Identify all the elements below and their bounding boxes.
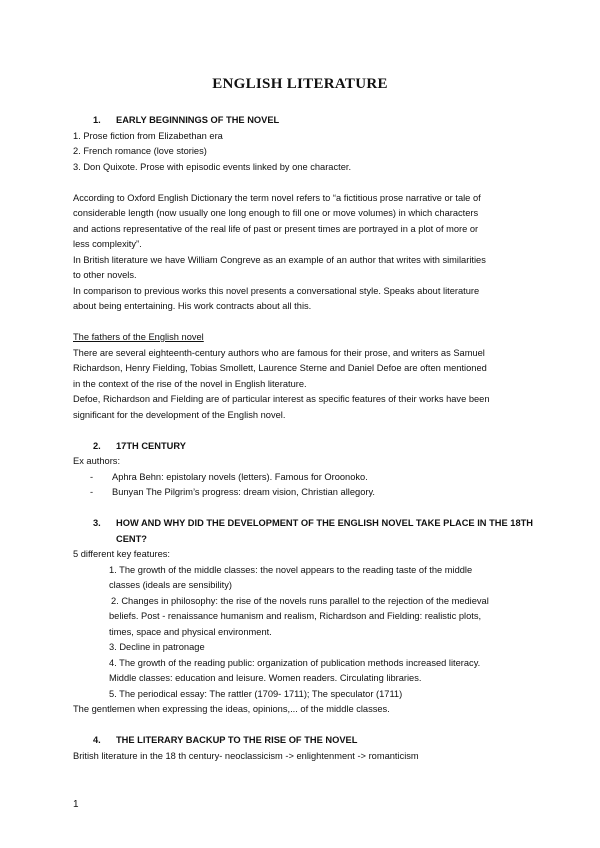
- list-item: beliefs. Post - renaissance humanism and realism, Richardson and Fielding: realistic plots,: [109, 611, 482, 621]
- section-3-heading-cont: CENT?: [116, 533, 147, 544]
- section-3-heading: [73, 516, 543, 532]
- paragraph-line: In British literature we have William Congreve as an example of an author that writes with similarities: [73, 254, 486, 265]
- list-item: 1. Prose fiction from Elizabethan era: [73, 130, 223, 141]
- paragraph-line: less complexity”.: [73, 239, 142, 249]
- paragraph-line: Richardson, Henry Fielding, Tobias Smollett, Laurence Sterne and Daniel Defoe are often mentioned: [73, 363, 487, 373]
- list-item: [73, 485, 543, 501]
- list-item: [73, 470, 543, 486]
- page-title: ENGLISH LITERATURE: [212, 76, 388, 92]
- section-2-intro: Ex authors:: [73, 456, 121, 466]
- list-item: 3. Decline in patronage: [109, 642, 205, 652]
- paragraph-line: The gentlemen when expressing the ideas, opinions,... of the middle classes.: [73, 704, 390, 714]
- paragraph-line: Defoe, Richardson and Fielding are of particular interest as specific features of their works have been: [73, 394, 490, 404]
- paragraph-line: to other novels.: [73, 270, 137, 280]
- paragraph-line: considerable length (now usually one long enough to fill one or move volumes) in which characters: [73, 208, 479, 218]
- paragraph-line: in the context of the rise of the novel in English literature.: [73, 378, 307, 389]
- list-item: 2. Changes in philosophy: the rise of the novels runs parallel to the rejection of the medieval: [111, 595, 489, 606]
- list-item: 5. The periodical essay: The rattler (1709- 1711); The speculator (1711): [109, 688, 403, 699]
- section-3-intro: 5 different key features:: [73, 549, 170, 559]
- page-number: 1: [73, 799, 79, 810]
- list-item-text: Aphra Behn: epistolary novels (letters). Famous for Oroonoko.: [112, 471, 368, 482]
- section-1-heading: [73, 113, 543, 129]
- subheading-fathers: The fathers of the English novel: [73, 332, 204, 342]
- section-3-title: HOW AND WHY DID THE DEVELOPMENT OF THE ENGLISH NOVEL TAKE PLACE IN THE 18TH: [116, 518, 534, 528]
- paragraph-line: and actions representative of the real life of past or present times are portrayed in a plot of more or: [73, 223, 479, 234]
- section-1-number: 1.: [93, 115, 101, 125]
- list-item: classes (ideals are sensibility): [109, 580, 232, 590]
- section-1-title: EARLY BEGINNINGS OF THE NOVEL: [116, 115, 280, 125]
- section-3-number: 3.: [93, 518, 101, 528]
- paragraph-line: There are several eighteenth-century authors who are famous for their prose, and writers as Samuel: [73, 347, 485, 358]
- list-item: 3. Don Quixote. Prose with episodic events linked by one character.: [73, 161, 352, 172]
- list-item-text: Bunyan The Pilgrim’s progress: dream vision, Christian allegory.: [112, 487, 376, 497]
- section-4-number: 4.: [93, 735, 101, 745]
- dash-bullet: -: [90, 487, 94, 497]
- list-item: 2. French romance (love stories): [73, 146, 207, 156]
- list-item: 1. The growth of the middle classes: the novel appears to the reading taste of the middle: [109, 564, 473, 575]
- list-item: times, space and physical environment.: [109, 626, 272, 637]
- dash-bullet: -: [90, 471, 94, 482]
- section-4-title: THE LITERARY BACKUP TO THE RISE OF THE NOVEL: [116, 735, 358, 745]
- list-item: Middle classes: education and leisure. Women readers. Circulating libraries.: [109, 673, 422, 683]
- paragraph-line: In comparison to previous works this novel presents a conversational style. Speaks about literature: [73, 285, 480, 296]
- document-body: [73, 113, 543, 764]
- paragraph-line: According to Oxford English Dictionary the term novel refers to “a fictitious prose narrative or tale of: [73, 192, 481, 203]
- section-2-title: 17TH CENTURY: [116, 440, 186, 451]
- list-item: 4. The growth of the reading public: organization of publication methods increased literacy.: [109, 657, 481, 668]
- section-2-number: 2.: [93, 440, 101, 451]
- paragraph-line: British literature in the 18 th century- neoclassicism -> enlightenment -> romanticism: [73, 750, 419, 761]
- paragraph-line: about being entertaining. His work contracts about all this.: [73, 301, 312, 311]
- paragraph-line: significant for the development of the English novel.: [73, 409, 286, 420]
- section-2-heading: [73, 439, 543, 455]
- section-4-heading: [73, 733, 543, 749]
